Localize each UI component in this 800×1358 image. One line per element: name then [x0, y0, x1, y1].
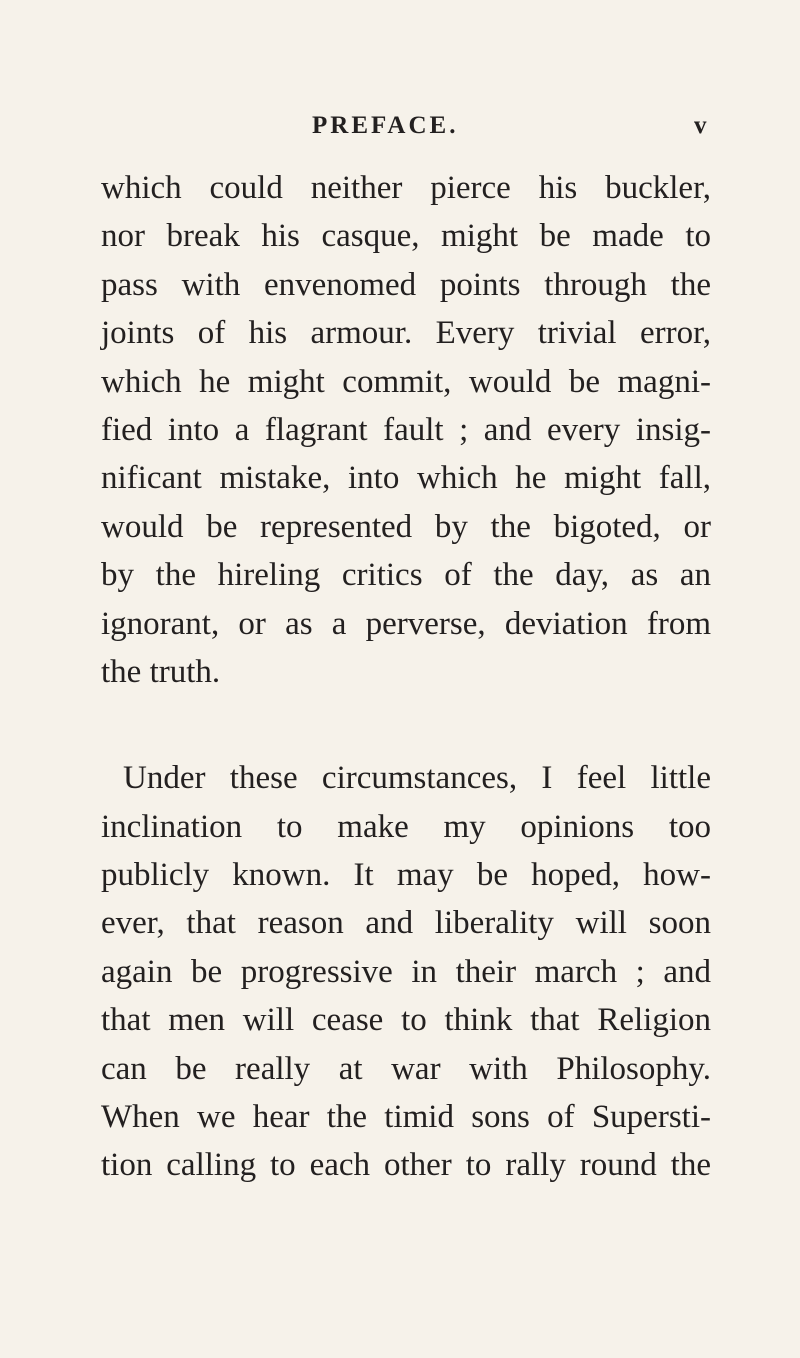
text-line: Under these circumstances, I feel little — [123, 760, 711, 797]
text-line: tion calling to each other to rally round the — [101, 1147, 711, 1184]
text-line: again be progressive in their march ; and — [101, 953, 711, 990]
text-line: nor break his casque, might be made to — [101, 218, 711, 255]
text-line: inclination to make my opinions too — [101, 808, 711, 845]
text-line: the truth. — [101, 653, 221, 690]
text-line: publicly known. It may be hoped, how- — [101, 857, 711, 894]
paragraph-1 — [101, 164, 711, 696]
paragraph-gap — [101, 696, 711, 754]
body-text — [101, 164, 711, 1190]
text-line: can be really at war with Philosophy. — [101, 1050, 711, 1087]
running-title: PREFACE. — [312, 112, 459, 139]
text-line: pass with envenomed points through the — [101, 266, 711, 303]
paragraph-2 — [101, 754, 711, 1190]
page-number: v — [694, 112, 707, 139]
text-line: nificant mistake, into which he might fall, — [101, 460, 711, 497]
text-line: joints of his armour. Every trivial error, — [101, 315, 711, 352]
text-line: ever, that reason and liberality will soon — [101, 905, 711, 942]
text-line: by the hireling critics of the day, as an — [101, 557, 711, 594]
text-line: When we hear the timid sons of Supersti- — [101, 1099, 711, 1136]
text-line: fied into a flagrant fault ; and every insig- — [101, 411, 711, 448]
text-line: would be represented by the bigoted, or — [101, 508, 711, 545]
text-line: ignorant, or as a perverse, deviation from — [101, 605, 711, 642]
text-line: which could neither pierce his buckler, — [101, 170, 711, 206]
text-line: that men will cease to think that Religion — [101, 1002, 711, 1039]
text-line: which he might commit, would be magni- — [101, 363, 711, 400]
running-head — [0, 106, 800, 146]
